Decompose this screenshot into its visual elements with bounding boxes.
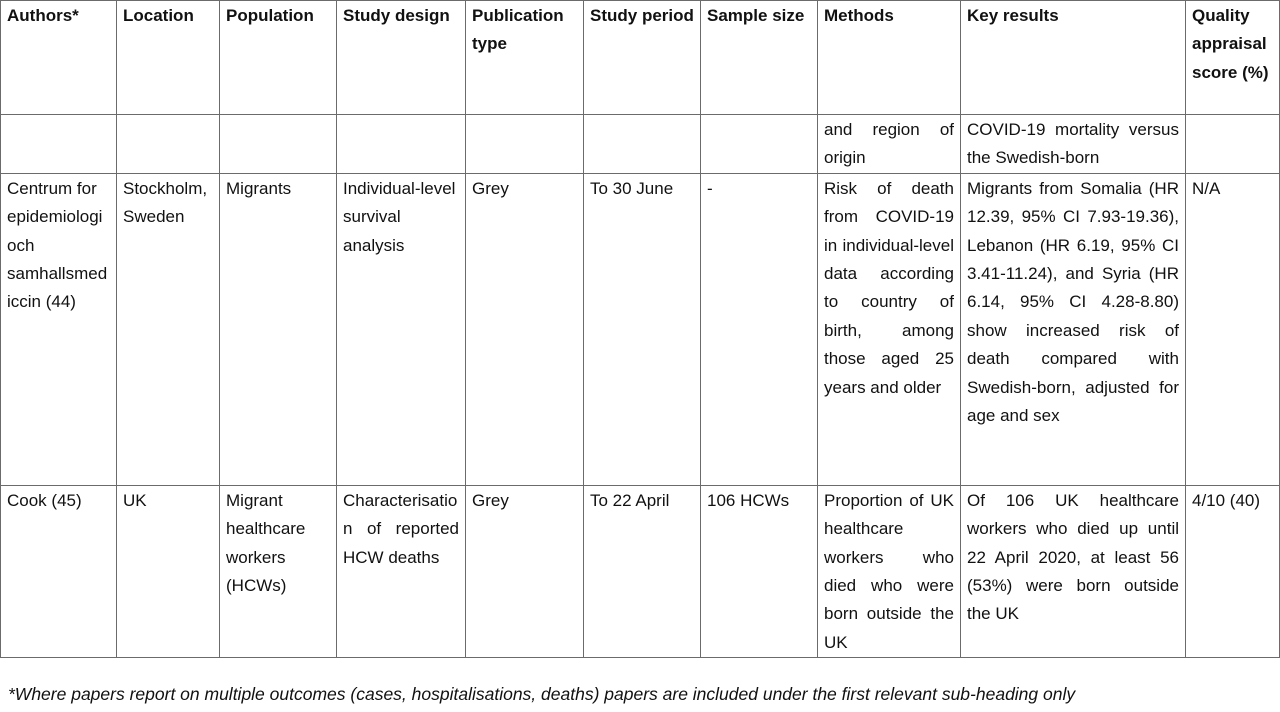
table-footnote: *Where papers report on multiple outcomes (cases, hospitalisations, deaths) papers are included under the first relevant sub-heading only xyxy=(8,684,1076,704)
cell-quality: N/A xyxy=(1186,173,1280,485)
table-row xyxy=(1,485,1280,657)
header-population: Population xyxy=(220,1,337,115)
cell-methods: Proportion of UK healthcare workers who died who were born outside the UK xyxy=(818,485,961,657)
cell-population: Migrants xyxy=(220,173,337,485)
cell-authors: Centrum for epidemiologi och samhallsmediccin (44) xyxy=(1,173,117,485)
header-sample-size: Sample size xyxy=(701,1,818,115)
cell-methods: and region of origin xyxy=(818,115,961,174)
cell-publication-type: Grey xyxy=(466,173,584,485)
cell-population xyxy=(220,115,337,174)
cell-location xyxy=(117,115,220,174)
cell-publication-type: Grey xyxy=(466,485,584,657)
cell-authors: Cook (45) xyxy=(1,485,117,657)
cell-study-period: To 22 April xyxy=(584,485,701,657)
header-publication-type: Publication type xyxy=(466,1,584,115)
cell-sample-size xyxy=(701,115,818,174)
cell-study-design xyxy=(337,115,466,174)
cell-sample-size: - xyxy=(701,173,818,485)
cell-quality xyxy=(1186,115,1280,174)
cell-location: UK xyxy=(117,485,220,657)
header-key-results: Key results xyxy=(961,1,1186,115)
table-row-continuation xyxy=(1,115,1280,174)
header-row xyxy=(1,1,1280,115)
header-authors: Authors* xyxy=(1,1,117,115)
cell-key-results: Of 106 UK healthcare workers who died up until 22 April 2020, at least 56 (53%) were born outside the UK xyxy=(961,485,1186,657)
cell-study-period xyxy=(584,115,701,174)
header-study-period: Study period xyxy=(584,1,701,115)
cell-study-period: To 30 June xyxy=(584,173,701,485)
cell-population: Migrant healthcare workers (HCWs) xyxy=(220,485,337,657)
cell-key-results: COVID-19 mortality versus the Swedish-born xyxy=(961,115,1186,174)
cell-study-design: Characterisation of reported HCW deaths xyxy=(337,485,466,657)
table-row xyxy=(1,173,1280,485)
cell-authors xyxy=(1,115,117,174)
cell-location: Stockholm, Sweden xyxy=(117,173,220,485)
header-methods: Methods xyxy=(818,1,961,115)
cell-quality: 4/10 (40) xyxy=(1186,485,1280,657)
cell-methods: Risk of death from COVID-19 in individual-level data according to country of birth, among those aged 25 years and older xyxy=(818,173,961,485)
header-location: Location xyxy=(117,1,220,115)
cell-sample-size: 106 HCWs xyxy=(701,485,818,657)
cell-publication-type xyxy=(466,115,584,174)
header-study-design: Study design xyxy=(337,1,466,115)
header-quality-score: Quality appraisal score (%) xyxy=(1186,1,1280,115)
cell-study-design: Individual-level survival analysis xyxy=(337,173,466,485)
cell-key-results: Migrants from Somalia (HR 12.39, 95% CI 7.93-19.36), Lebanon (HR 6.19, 95% CI 3.41-11.24), and Syria (HR 6.14, 95% CI 4.28-8.80) show increased risk of death compared with Swedish-born, adjusted for age and sex xyxy=(961,173,1186,485)
